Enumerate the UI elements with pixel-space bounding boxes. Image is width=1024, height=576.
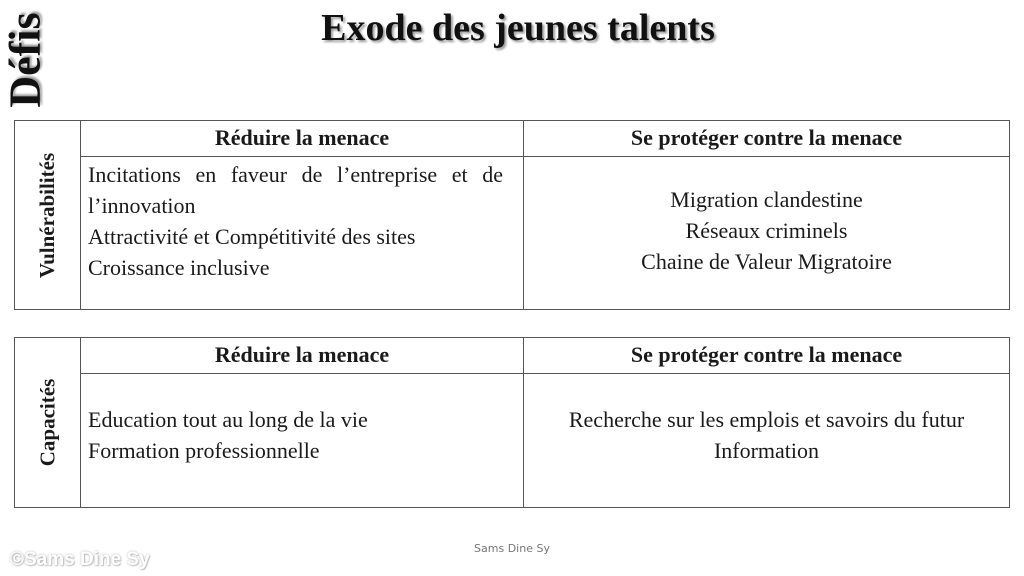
cell-line: Formation professionnelle	[88, 437, 320, 463]
vulnerabilites-table	[14, 120, 1010, 310]
capacites-table	[14, 337, 1010, 508]
cell-line: Attractivité et Compétitivité des sites	[88, 224, 416, 249]
vulnerabilites-col1-header: Réduire la menace	[81, 121, 524, 157]
vulnerabilites-row-label	[15, 121, 81, 309]
copyright-watermark: ©Sams Dine Sy	[10, 549, 150, 570]
capacites-row-label	[15, 338, 81, 507]
capacites-label: Capacités	[35, 378, 59, 467]
vulnerabilites-col2-header: Se protéger contre la menace	[524, 121, 1009, 157]
cell-line: Information	[713, 437, 820, 463]
cell-line: l’innovation	[88, 193, 196, 218]
capacites-col1-cell	[81, 374, 524, 507]
capacites-col2-cell	[524, 374, 1009, 507]
capacites-col2-header: Se protéger contre la menace	[524, 338, 1009, 374]
vulnerabilites-col2-cell	[524, 157, 1009, 309]
cell-line: Incitations en faveur de l’entreprise et de	[88, 162, 503, 187]
side-title-text: Défis	[1, 12, 50, 108]
slide-title: Exode des jeunes talents	[321, 7, 715, 49]
vulnerabilites-label: Vulnérabilités	[35, 152, 59, 278]
cell-line: Chaine de Valeur Migratoire	[641, 248, 892, 274]
footer-author: Sams Dine Sy	[474, 542, 550, 555]
capacites-col1-header: Réduire la menace	[81, 338, 524, 374]
cell-line: Migration clandestine	[670, 186, 863, 212]
cell-line: Croissance inclusive	[88, 255, 270, 280]
cell-line: Recherche sur les emplois et savoirs du futur	[568, 406, 965, 432]
cell-line: Education tout au long de la vie	[88, 406, 368, 432]
vulnerabilites-col1-cell	[81, 157, 524, 309]
cell-line: Réseaux criminels	[685, 217, 848, 243]
